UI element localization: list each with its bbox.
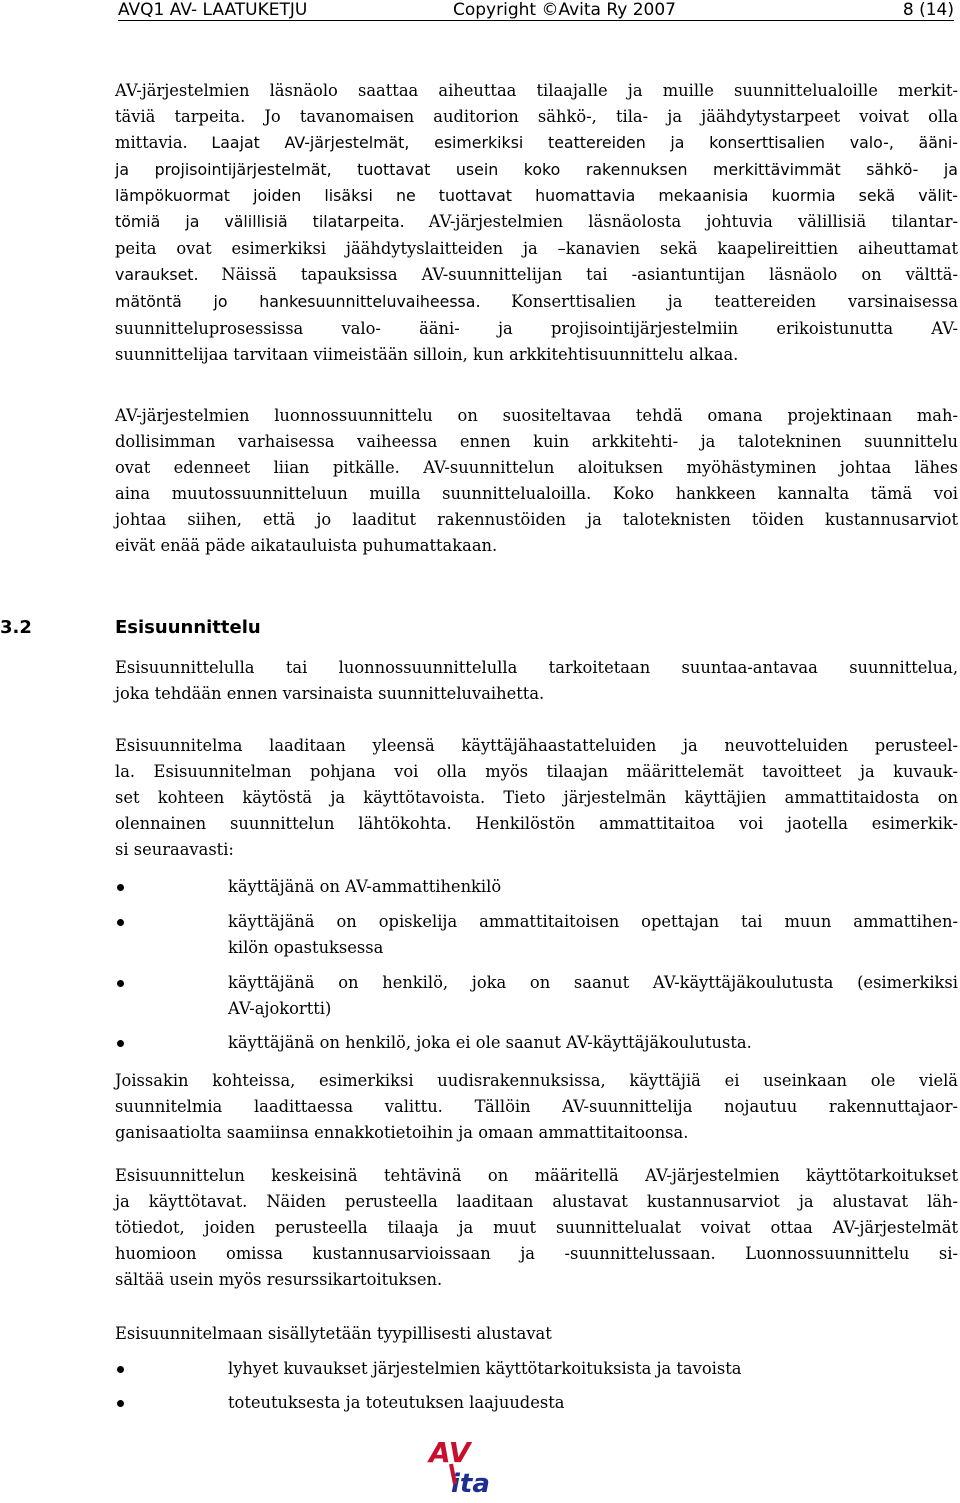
list-item (115, 970, 958, 1022)
paragraph-5 (115, 1068, 958, 1146)
text-segment: AV-järjestelmien läsnäolosta johtuvia välillisiä tilantar- (428, 212, 959, 231)
header-page-number: 8 (14) (902, 0, 954, 20)
section-title: Esisuunnittelu (115, 617, 261, 638)
bullet-icon (117, 884, 124, 891)
list-item-text (228, 1390, 958, 1416)
paragraph-4 (115, 733, 958, 863)
paragraph-6 (115, 1163, 958, 1293)
text-segment: varaukset. (115, 265, 199, 284)
text-line: AV-järjestelmien läsnäolo saattaa aiheuttaa tilaajalle ja muille suunnittelualoille merkit- (115, 81, 958, 100)
page-header (118, 0, 954, 21)
paragraph-1 (115, 78, 958, 368)
paragraph-3 (115, 655, 958, 707)
text-line: Joissakin kohteissa, esimerkiksi uudisrakennuksissa, käyttäjiä ei useinkaan ole vielä (115, 1071, 958, 1090)
text-line: toteutuksesta ja toteutuksen laajuudesta (228, 1393, 565, 1412)
text-line: johtaa siihen, että jo laaditut rakennustöiden ja taloteknisten töiden kustannusarviot (115, 510, 958, 529)
logo-ita-text: ita (451, 1469, 490, 1498)
text-line: ganisaatiolta saamiinsa ennakkotietoihin ja omaan ammattitaitoonsa. (115, 1123, 689, 1142)
text-line: käyttäjänä on henkilö, joka on saanut AV-käyttäjäkoulutusta (esimerkiksi (228, 973, 958, 992)
text-line: la. Esisuunnitelman pohjana voi olla myös tilaajan määrittelemät tavoitteet ja kuvauk- (115, 762, 958, 781)
list-item-text (228, 874, 958, 900)
avita-logo-icon (425, 1432, 505, 1498)
avita-logo (425, 1432, 505, 1498)
text-line: käyttäjänä on opiskelija ammattitaitoisen opettajan tai muun ammattihen- (228, 912, 958, 931)
section-number: 3.2 (0, 617, 32, 638)
bullet-icon (117, 980, 124, 987)
text-segment: mätöntä jo hankesuunnitteluvaiheessa. (115, 292, 481, 311)
text-line: tötiedot, joiden perusteella tilaaja ja muut suunnittelualat voivat ottaa AV-järjestelmät (115, 1218, 958, 1237)
list-item (115, 1356, 958, 1382)
text-line: aina muutossuunnitteluun muilla suunnittelualoilla. Koko hankkeen kannalta tämä voi (115, 484, 958, 503)
text-line: Esisuunnitelma laaditaan yleensä käyttäjähaastatteluiden ja neuvotteluiden perusteel- (115, 736, 958, 755)
text-line: Esisuunnittelun keskeisinä tehtävinä on määritellä AV-järjestelmien käyttötarkoitukset (115, 1166, 958, 1185)
bullet-icon (117, 1040, 124, 1047)
text-line: eivät enää päde aikatauluista puhumattakaan. (115, 536, 498, 555)
list-item (115, 909, 958, 961)
text-line: käyttäjänä on henkilö, joka ei ole saanut AV-käyttäjäkoulutusta. (228, 1033, 752, 1052)
text-line: suunnittelijaa tarvitaan viimeistään silloin, kun arkkitehtisuunnittelu alkaa. (115, 345, 739, 364)
text-line: joka tehdään ennen varsinaista suunnitteluvaihetta. (115, 684, 545, 703)
text-line-mixed (115, 130, 958, 157)
list-item-text (228, 970, 958, 1022)
text-line: dollisimman varhaisessa vaiheessa ennen kuin arkkitehti- ja talotekninen suunnittelu (115, 432, 958, 451)
text-line: AV-järjestelmien luonnossuunnittelu on suositeltavaa tehdä omana projektinaan mah- (115, 406, 958, 425)
text-line-mixed (115, 289, 958, 316)
text-line: suunnitelmia laadittaessa valittu. Tällöin AV-suunnittelija nojautuu rakennuttajaor- (115, 1097, 958, 1116)
text-line: kilön opastuksessa (228, 938, 384, 957)
text-line: AV-ajokortti) (228, 999, 332, 1018)
text-line: täviä tarpeita. Jo tavanomaisen auditorion sähkö-, tila- ja jäähdytystarpeet voivat olla (115, 107, 958, 126)
text-line: ja käyttötavat. Näiden perusteella laaditaan alustavat kustannusarviot ja alustavat läh- (115, 1192, 958, 1211)
paragraph-7 (115, 1321, 958, 1347)
list-item-text (228, 909, 958, 961)
text-line: ovat edenneet liian pitkälle. AV-suunnittelun aloituksen myöhästyminen johtaa lähes (115, 458, 958, 477)
text-segment: Näissä tapauksissa AV-suunnittelijan tai -asiantuntijan läsnäolo on välttä- (221, 265, 959, 284)
text-line: si seuraavasti: (115, 840, 234, 859)
list-item (115, 1390, 958, 1416)
text-segment: Laajat AV-järjestelmät, esimerkiksi teattereiden ja konserttisalien valo-, ääni- (211, 133, 959, 152)
list-item (115, 1030, 958, 1056)
list-item-text (228, 1356, 958, 1382)
text-line-mixed (115, 262, 958, 289)
header-doc-title: AVQ1 AV- LAATUKETJU (118, 0, 308, 20)
text-line: huomioon omissa kustannusarvioissaan ja -suunnittelussaan. Luonnossuunnittelu si- (115, 1244, 958, 1263)
section-heading (0, 612, 960, 644)
text-line: suunnitteluprosessissa valo- ääni- ja projisointijärjestelmiin erikoistunutta AV- (115, 319, 958, 338)
logo-av-text: AV (429, 1436, 471, 1469)
paragraph-2 (115, 403, 958, 559)
bullet-icon (117, 1400, 124, 1407)
text-segment: Konserttisalien ja teattereiden varsinaisessa (511, 292, 958, 311)
text-segment: mittavia. (115, 133, 188, 152)
text-segment: tömiä ja välillisiä tilatarpeita. (115, 212, 405, 231)
header-copyright: Copyright ©Avita Ry 2007 (453, 0, 676, 20)
bullet-icon (117, 919, 124, 926)
text-line: peita ovat esimerkiksi jäähdytyslaitteiden ja –kanavien sekä kaapelireittien aiheuttamat (115, 239, 958, 258)
list-item-text (228, 1030, 958, 1056)
text-line: Esisuunnittelulla tai luonnossuunnittelulla tarkoitetaan suuntaa-antavaa suunnittelua, (115, 658, 958, 677)
text-line: set kohteen käytöstä ja käyttötavoista. Tieto järjestelmän käyttäjien ammattitaidosta on (115, 788, 958, 807)
text-line: ja projisointijärjestelmät, tuottavat usein koko rakennuksen merkittävimmät sähkö- ja (115, 160, 958, 179)
list-item (115, 874, 958, 900)
text-line: Esisuunnitelmaan sisällytetään tyypillisesti alustavat (115, 1324, 552, 1343)
text-line: olennainen suunnittelun lähtökohta. Henkilöstön ammattitaitoa voi jaotella esimerkik- (115, 814, 958, 833)
text-line: käyttäjänä on AV-ammattihenkilö (228, 877, 502, 896)
text-line: sältää usein myös resurssikartoituksen. (115, 1270, 443, 1289)
text-line: lämpökuormat joiden lisäksi ne tuottavat huomattavia mekaanisia kuormia sekä välit- (115, 186, 958, 205)
text-line: lyhyet kuvaukset järjestelmien käyttötarkoituksista ja tavoista (228, 1359, 742, 1378)
text-line-mixed (115, 209, 958, 236)
bullet-icon (117, 1366, 124, 1373)
